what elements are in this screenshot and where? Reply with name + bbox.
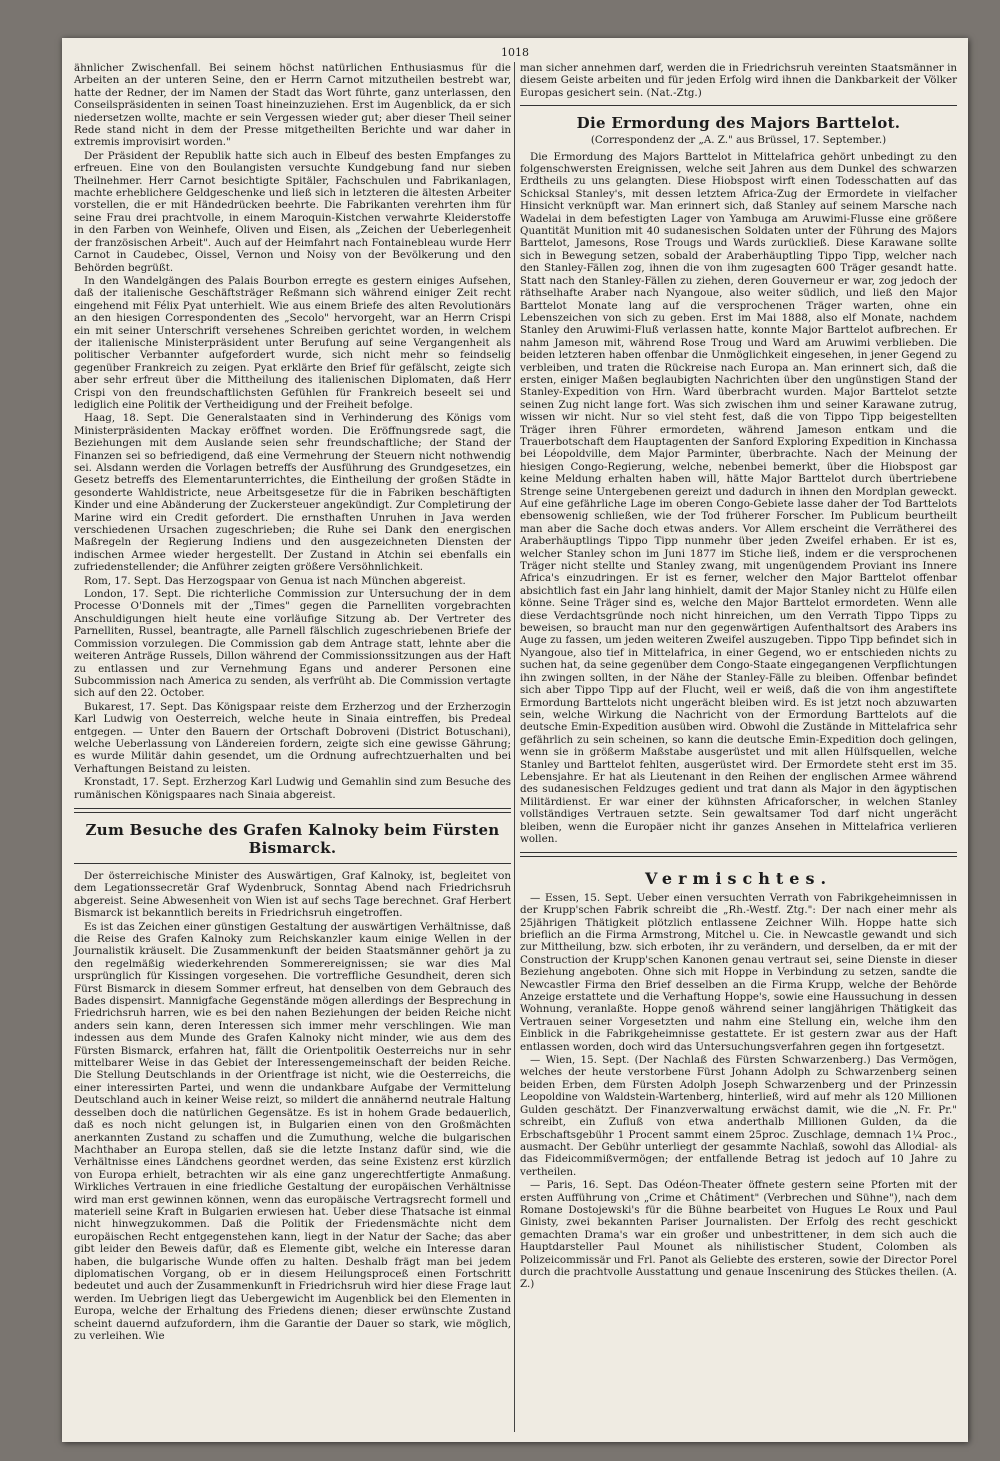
article-paragraph: Rom, 17. Sept. Das Herzogspaar von Genua ist nach München abgereist. (84, 574, 466, 587)
section-rule (520, 105, 957, 106)
article-paragraph: Kronstadt, 17. Sept. Erzherzog Karl Ludwig und Gemahlin sind zum Besuche des rumänischen Königspaares nach Sinaia abgereist. (74, 776, 511, 801)
page-number: 1018 (501, 46, 529, 59)
article-paragraph: Es ist das Zeichen einer günstigen Gestaltung der auswärtigen Verhältnisse, daß die Reise des Grafen Kalnoky zum Reichskanzler kaum einige Wellen in der Journalistik kräuselt. Die Zusammenkunft der beiden Staatsmänner gehört ja zu den regelmäßig wiederkehrenden Sommerereignissen; sie war dies Mal ursprünglich für Kissingen vorgesehen. Die vortreffliche Gesundheit, deren sich Fürst Bismarck in diesem Sommer erfreut, hat denselben von dem Gebrauch des Bades dispensirt. Mannigfache Gegenstände mögen allerdings der Besprechung in Friedrichsruh harren, wie es bei den nahen Beziehungen der beiden Reiche nicht anders sein kann, deren Interessen sich immer mehr verschlingen. Wie man indessen aus dem Munde des Grafen Kalnoky nicht minder, wie aus dem des Fürsten Bismarck, erfahren hat, fällt die Orientpolitik Oesterreichs nur in sehr mittelbarer Weise in das Gebiet der Interessengemeinschaft der beiden Reiche. Die Stellung Deutschlands in der Orientfrage ist nicht, wie die Oesterreichs, die einer interessirten Partei, und wenn die undankbare Aufgabe der Vermittelung Deutschland auch in keiner Weise reizt, so mildert die annähernd neutrale Haltung desselben doch die natürlichen Gegensätze. Es ist in hohem Grade bedauerlich, daß es noch nicht gelungen ist, in Bulgarien einen von den Großmächten anerkannten Zustand zu schaffen und die Zumuthung, welche die bulgarischen Machthaber an Europa stellen, daß sie die letzte Instanz dafür sind, wie die Verhältnisse eines Ländchens geordnet werden, das seine Existenz erst kürzlich von Europa erhielt, betrachten wir als eine ganz ungerechtfertigte Anmaßung. Wirkliches Vertrauen in eine friedliche Gestaltung der europäischen Verhältnisse wird man erst gewinnen können, wenn das europäische Vertragsrecht formell und materiell seine Kraft in Bulgarien erwiesen hat. Ueber diese Thatsache ist einmal nicht hinwegzukommen. Daß die Politik der Friedensmächte nicht dem europäischen Recht entgegenstehen kann, liegt in der Natur der Sache; das aber gibt leider den Beweis dafür, daß es Elemente gibt, welche ein Interesse daran haben, die bulgarische Wunde offen zu halten. Deshalb frägt man bei jedem diplomatischen Vorgang, ob er in diesem Heilungsproceß einen Fortschritt bedeutet und auch der Zusammenkunft in Friedrichsruh wird hier diese Frage laut werden. Im Uebrigen liegt das Uebergewicht im Augenblick bei den Elementen in Europa, welche der Erhaltung des Friedens dienen; dieser erwünschte Zustand scheint dauernd aufzufordern, ihm die Garantie der Dauer so stark, wie möglich, zu verleihen. Wie (74, 920, 511, 1342)
section-rule (74, 808, 511, 813)
newspaper-page (62, 38, 968, 1442)
article-paragraph: In den Wandelgängen des Palais Bourbon erregte es gestern einiges Aufsehen, daß der italienische Geschäftsträger Reßmann sich während einiger Zeit recht eingehend mit Félix Pyat unterhielt. Wie aus einem Briefe des alten Revolutionärs an den hiesigen Correspondenten des „Secolo" hervorgeht, war an Herrn Crispi ein mit seiner Unterschrift versehenes Schreiben gerichtet worden, in welchem der italienische Ministerpräsident unter Berufung auf seine Vergangenheit als politischer Verbannter aufgefordert wurde, sich nicht mehr so feindselig gegenüber Frankreich zu zeigen. Pyat erklärte den Brief für gefälscht, zeigte sich aber sehr erfreut über die Mittheilung des italienischen Diplomaten, daß Herr Crispi von den freundschaftlichsten Gefühlen für Frankreich beseelt sei und lediglich eine Politik der Vertheidigung und der Freiheit befolge. (74, 274, 511, 411)
article-paragraph: Der österreichische Minister des Auswärtigen, Graf Kalnoky, ist, begleitet von dem Legationssecretär Graf Wydenbruck, Sonntag Abend nach Friedrichsruh abgereist. Seine Abwesenheit von Wien ist auf sechs Tage berechnet. Graf Herbert Bismarck ist bekanntlich bereits in Friedrichsruh eingetroffen. (74, 869, 511, 920)
misc-item: — Paris, 16. Sept. Das Odéon-Theater öffnete gestern seine Pforten mit der ersten Aufführung von „Crime et Châtiment" (Verbrechen und Sühne"), nach dem Romane Dostojewski's für die Bühne bearbeitet von Hugues Le Roux und Paul Ginisty, zwei bekannten Pariser Journalisten. Der Erfolg des recht geschickt gemachten Drama's war ein großer und unbestrittener, in dem sich auch die Hauptdarsteller Paul Mounet als nihilistischer Student, Colomben als Polizeicommissär und Frl. Panot als Geliebte des ersteren, sowie der Director Porel durch die prachtvolle Ausstattung und genaue Inscenirung des Stückes theilen. (A. Z.) (520, 1179, 957, 1291)
misc-item: — Wien, 15. Sept. (Der Nachlaß des Fürsten Schwarzenberg.) Das Vermögen, welches der heute verstorbene Fürst Johann Adolph zu Schwarzenberg seinen beiden Erben, dem Fürsten Adolph Joseph Schwarzenberg und der Prinzessin Leopoldine von Waldstein-Wartenberg, hinterließ, wird auf mehr als 120 Millionen Gulden geschätzt. Der Finanzverwaltung erwächst damit, wie die „N. Fr. Pr." schreibt, ein Zufluß von etwa anderthalb Millionen Gulden, da die Erbschaftsgebühr 1 Procent sammt einem 25proc. Zuschlage, demnach 1¼ Proc., ausmacht. Der Gebühr unterliegt der gesammte Nachlaß, sowohl das Allodial- als das Fideicommißvermögen; der entfallende Betrag ist jedoch auf 10 Jahre zu vertheilen. (520, 1054, 957, 1178)
article-dateline: (Correspondenz der „A. Z." aus Brüssel, 17. September.) (590, 134, 887, 147)
article-heading-barttelot: Die Ermordung des Majors Barttelot. (576, 114, 901, 133)
column-divider (514, 62, 515, 1432)
article-paragraph: man sicher annehmen darf, werden die in Friedrichsruh vereinten Staatsmänner in diesem Geiste arbeiten und für jeden Erfolg wird ihnen die Dankbarkeit der Völker Europas gesichert sein. (Nat.-Ztg.) (520, 62, 957, 99)
article-paragraph: Bukarest, 17. Sept. Das Königspaar reiste dem Erzherzog und der Erzherzogin Karl Ludwig von Oesterreich, welche heute in Sinaia eintreffen, bis Predeal entgegen. — Unter den Bauern der Ortschaft Dobroveni (District Botuschani), welche Ueberlassung von Ländereien fordern, zeigte sich eine gewisse Gährung; es wurde Militär dahin gesendet, um die Ordnung aufrechtzuerhalten und bei Verhaftungen Beistand zu leisten. (74, 700, 511, 775)
misc-item: — Essen, 15. Sept. Ueber einen versuchten Verrath von Fabrikgeheimnissen in der Krupp'schen Fabrik schreibt die „Rh.-Westf. Ztg.": Der nach einer mehr als 25jährigen Thätigkeit plötzlich entlassene Zeichner Wilh. Hoppe hatte sich brieflich an die Firma Armstrong, Mitchel u. Cie. in Newcastle gewandt und sich zur Mittheilung, bzw. sich erboten, ihr zu verändern, und derselben, da er mit der Construction der Krupp'schen Kanonen genau vertraut sei, seine Dienste in dieser Beziehung angeboten. Ohne sich mit Hoppe in Verbindung zu setzen, sandte die Newcastler Firma den Brief desselben an die Firma Krupp, welche der Behörde Anzeige erstattete und die Verhaftung Hoppe's, sowie eine Haussuchung in dessen Wohnung, veranlaßte. Hoppe genoß während seiner langjährigen Thätigkeit das Vertrauen seiner Vorgesetzten und nahm eine Stellung ein, welche ihm den Einblick in die Fabrikgeheimnisse gestattete. Er ist gestern zwar aus der Haft entlassen worden, doch wird das Untersuchungsverfahren gegen ihn fortgesetzt. (520, 891, 957, 1053)
left-column (74, 62, 511, 1342)
article-paragraph: Die Ermordung des Majors Barttelot in Mittelafrica gehört unbedingt zu den folgenschwersten Ereignissen, welche seit Jahren aus dem Dunkel des schwarzen Erdtheils zu uns gelangten. Diese Hiobspost wirft einen Todesschatten auf das Schicksal Stanley's, mit dessen letztem Africa-Zug der Ermordete in vielfacher Hinsicht verknüpft war. Man erinnert sich, daß Stanley auf seinem Marsche nach Wadelai in dem befestigten Lager von Yambuga am Aruwimi-Flusse eine größere Quantität Munition mit 40 sudanesischen Soldaten unter der Führung des Majors Barttelot, Jamesons, Rose Trougs und Wards zurückließ. Diese Karawane sollte sich in Bewegung setzen, sobald der Araberhäuptling Tippo Tipp, welcher nach den Stanley-Fällen zog, ihnen die von ihm zugesagten 600 Träger gesandt hatte. Statt nach den Stanley-Fällen zu ziehen, deren Gouverneur er war, zog jedoch der räthselhafte Araber nach Nyangoue, also weiter südlich, und ließ den Major Barttelot Monate lang auf die versprochenen Träger warten, ohne ein Lebenszeichen von sich zu geben. Erst im Mai 1888, also elf Monate, nachdem Stanley den Aruwimi-Fluß verlassen hatte, konnte Major Barttelot aufbrechen. Er nahm Jameson mit, während Rose Troug und Ward am Aruwimi verblieben. Die beiden letzteren haben offenbar die Unmöglichkeit eingesehen, in jener Gegend zu verbleiben, und traten die Rückreise nach Europa an. Man erinnert sich, daß die ersten, einiger Maßen beglaubigten Nachrichten über den ungünstigen Stand der Stanley-Expedition von Hrn. Ward überbracht wurden. Major Barttelot setzte seinen Zug nicht lange fort. Was sich zwischen ihm und seiner Karawane zutrug, wissen wir nicht. Nur so viel steht fest, daß die von Tippo Tipp beigestellten Träger ihren Führer ermordeten, während Jameson entkam und die Trauerbotschaft dem Hauptagenten der Sanford Exploring Expedition in Kinchassa bei Léopoldville, dem Major Parminter, überbrachte. Nach der Meinung der hiesigen Congo-Regierung, welche, nebenbei bemerkt, über die Hiobspost gar keine Meldung erhalten haben will, hätte Major Barttelot durch übertriebene Strenge seine Untergebenen gereizt und dadurch in ihnen den Mordplan geweckt. Auf eine gefährliche Lage im oberen Congo-Gebiete lasse daher der Tod Barttelots ebensowenig schließen, wie der Tod früherer Forscher. Im Publicum beurtheilt man aber die Sache doch etwas anders. Vor Allem erscheint die Verrätherei des Araberhäuptlings Tippo Tipp nunmehr über jeden Zweifel erhaben. Er ist es, welcher Stanley schon im Juni 1877 im Stiche ließ, indem er die versprochenen Träger nicht stellte und Stanley zwang, mit ungenügendem Proviant ins Innere Africa's einzudringen. Er ist es ferner, welcher den Major Barttelot offenbar absichtlich fast ein Jahr lang hinhielt, damit der Major Stanley nicht zu Hülfe eilen könne. Seine Träger sind es, welche den Major Barttelot ermordeten. Wenn alle diese Verdachtsgründe noch nicht hinreichen, um den Verrath Tippo Tipps zu beweisen, so braucht man nur den gegenwärtigen Aufenthaltsort des Arabers ins Auge zu fassen, um jeden weiteren Zweifel auszugeben. Tippo Tipp befindet sich in Nyangoue, also tief in Mittelafrica, in einer Gegend, wo er entschieden nichts zu suchen hat, da seine gegenüber dem Congo-Staate eingegangenen Verpflichtungen ihn zwingen sollten, in der Nähe der Stanley-Fälle zu bleiben. Offenbar befindet sich aber Tippo Tipp auf der Flucht, weil er weiß, daß die von ihm angestiftete Ermordung Barttelots nicht ungerächt bleiben wird. Es ist jetzt noch abzuwarten sein, welche Wirkung die Nachricht von der Ermordung Barttelots auf die deutsche Emin-Expedition ausüben wird. Obwohl die Zustände in Mittelafrica sehr gefährlich zu sein scheinen, so kann die deutsche Emin-Expedition doch gelingen, wenn sie in größerm Maßstabe ausgerüstet und mit allen Hülfsquellen, welche Stanley und Barttelot fehlten, ausgerüstet wird. Der Ermordete steht erst im 35. Lebensjahre. Er hat als Lieutenant in den Reihen der englischen Armee während des sudanesischen Feldzuges gedient und trat dann als Major in den ägyptischen Militärdienst. Er war einer der kühnsten Africaforscher, in welchen Stanley vollständiges Vertrauen setzte. Sein gewaltsamer Tod darf nicht ungerächt bleiben, wenn die Europäer nicht ihr ganzes Ansehen in Mittelafrica verlieren wollen. (520, 150, 957, 845)
article-paragraph: Der Präsident der Republik hatte sich auch in Elbeuf des besten Empfanges zu erfreuen. Eine von den Boulangisten versuchte Kundgebung fand nur sieben Theilnehmer. Herr Carnot besichtigte Spitäler, Fachschulen und Fabrikanlagen, machte erheblichere Geldgeschenke und ließ sich in letzteren die ältesten Arbeiter vorstellen, die er mit Händedrücken beehrte. Die Fabrikanten verehrten ihm für seine Frau drei prachtvolle, in einem Maroquin-Kistchen verwahrte Kleiderstoffe in den Farben von Weinhefe, Oliven und Eisen, als „Zeichen der Ueberlegenheit der französischen Arbeit". Auch auf der Heimfahrt nach Fontainebleau wurde Herr Carnot in Caudebec, Oissel, Vernon und Noisy von der Bevölkerung und den Behörden begrüßt. (74, 149, 511, 274)
right-column (520, 62, 957, 1291)
article-paragraph: ähnlicher Zwischenfall. Bei seinem höchst natürlichen Enthusiasmus für die Arbeiten an der unteren Seine, den er Herrn Carnot mitzutheilen bestrebt war, hatte der Redner, der im Namen der Stadt das Wort führte, ganz unterlassen, den Conseilspräsidenten in seinen Toast hineinzuziehen. Erst im Augenblick, da er sich niedersetzen wollte, machte er sein Vergessen wieder gut; aber dieser Theil seiner Rede stand nicht in dem der Presse mitgetheilten Berichte und war daher in extremis improvisirt worden." (74, 62, 511, 149)
section-rule (520, 852, 957, 857)
article-paragraph: London, 17. Sept. Die richterliche Commission zur Untersuchung der in dem Processe O'Donnels mit der „Times" gegen die Parnelliten vorgebrachten Anschuldigungen hielt heute eine vorläufige Sitzung ab. Der Vertreter des Parnelliten, Russel, beantragte, alle Parnell fälschlich zugeschriebenen Briefe der Commission vorzulegen. Die Commission gab dem Antrage statt, lehnte aber die weiteren Anträge Russels, Dillon während der Commissionssitzungen aus der Haft zu entlassen und zur Vernehmung Egans und anderer Personen eine Subcommission nach America zu senden, als verfrüht ab. Die Commission vertagte sich auf den 22. October. (74, 588, 511, 700)
article-paragraph: Haag, 18. Sept. Die Generalstaaten sind in Verhinderung des Königs vom Ministerpräsidenten Mackay eröffnet worden. Die Eröffnungsrede sagt, die Beziehungen mit dem Auslande seien sehr freundschaftliche; der Stand der Finanzen sei so befriedigend, daß eine Vermehrung der Steuern nicht nothwendig sei. Alsdann werden die Vorlagen betreffs der Ausführung des Grundgesetzes, ein Gesetz betreffs des Elementarunterrichtes, die Eintheilung der großen Städte in gesonderte Wahldistricte, neue Arbeitsgesetze für die in Fabriken beschäftigten Kinder und eine Abänderung der Zuckersteuer angekündigt. Zur Completirung der Marine wird ein Credit gefordert. Die ernsthaften Unruhen in Java werden verschiedenen Ursachen zugeschrieben; die Ruhe sei Dank den energischen Maßregeln der Regierung Indiens und den ausgezeichneten Diensten der indischen Armee wieder hergestellt. Der Zustand in Atchin sei ebenfalls ein zufriedenstellender; die Anführer zeigten größere Versöhnlichkeit. (74, 412, 511, 574)
section-heading-vermischtes: Vermischtes. (644, 869, 833, 889)
heading-rule (74, 863, 511, 864)
article-heading-kalnoky: Zum Besuche des Grafen Kalnoky beim Fürsten Bismarck. (85, 820, 500, 857)
